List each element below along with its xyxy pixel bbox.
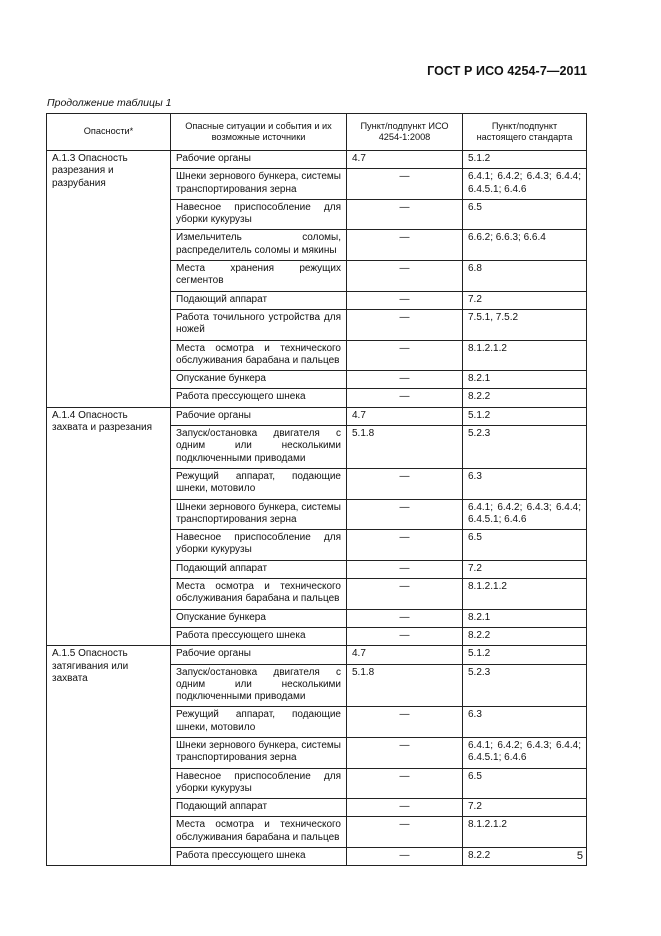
iso-clause-cell: — — [347, 848, 463, 866]
situation-cell: Места осмотра и технического обслуживания барабана и пальцев — [171, 340, 347, 371]
iso-clause-cell: — — [347, 340, 463, 371]
standard-clause-cell: 8.2.2 — [463, 627, 587, 645]
table-header-row — [47, 114, 587, 151]
situation-cell: Подающий аппарат — [171, 291, 347, 309]
table-row — [47, 407, 587, 425]
hazard-cell: А.1.3 Опасность разрезания и разрубания — [47, 151, 171, 408]
iso-clause-cell: 4.7 — [347, 646, 463, 664]
col-header-hazard: Опасности* — [47, 114, 171, 151]
situation-cell: Шнеки зернового бункера, системы транспортирования зерна — [171, 737, 347, 768]
situation-cell: Шнеки зернового бункера, системы транспортирования зерна — [171, 169, 347, 200]
iso-clause-cell: — — [347, 609, 463, 627]
standard-clause-cell: 6.4.1; 6.4.2; 6.4.3; 6.4.4; 6.4.5.1; 6.4.6 — [463, 499, 587, 530]
iso-clause-cell: — — [347, 499, 463, 530]
situation-cell: Навесное приспособление для уборки кукурузы — [171, 530, 347, 561]
standard-clause-cell: 6.6.2; 6.6.3; 6.6.4 — [463, 230, 587, 261]
standard-clause-cell: 5.2.3 — [463, 426, 587, 469]
iso-clause-cell: — — [347, 389, 463, 407]
situation-cell: Подающий аппарат — [171, 799, 347, 817]
situation-cell: Опускание бункера — [171, 371, 347, 389]
situation-cell: Подающий аппарат — [171, 560, 347, 578]
situation-cell: Измельчитель соломы, распределитель соломы и мякины — [171, 230, 347, 261]
iso-clause-cell: 5.1.8 — [347, 664, 463, 707]
standard-clause-cell: 6.8 — [463, 261, 587, 292]
iso-clause-cell: — — [347, 579, 463, 610]
situation-cell: Места осмотра и технического обслуживания барабана и пальцев — [171, 817, 347, 848]
iso-clause-cell: — — [347, 817, 463, 848]
situation-cell: Рабочие органы — [171, 407, 347, 425]
standard-clause-cell: 5.1.2 — [463, 646, 587, 664]
standard-clause-cell: 8.1.2.1.2 — [463, 579, 587, 610]
iso-clause-cell: — — [347, 560, 463, 578]
standard-clause-cell: 8.1.2.1.2 — [463, 340, 587, 371]
col-header-iso: Пункт/подпункт ИСО 4254-1:2008 — [347, 114, 463, 151]
situation-cell: Запуск/остановка двигателя с одним или несколькими подключенными приводами — [171, 664, 347, 707]
hazard-cell: А.1.5 Опасность затягивания или захвата — [47, 646, 171, 866]
standard-clause-cell: 6.5 — [463, 530, 587, 561]
iso-clause-cell: 5.1.8 — [347, 426, 463, 469]
standard-clause-cell: 7.2 — [463, 799, 587, 817]
col-header-situation: Опасные ситуации и события и их возможные источники — [171, 114, 347, 151]
iso-clause-cell: — — [347, 169, 463, 200]
col-header-std: Пункт/подпункт настоящего стандарта — [463, 114, 587, 151]
standard-clause-cell: 8.2.2 — [463, 389, 587, 407]
iso-clause-cell: 4.7 — [347, 151, 463, 169]
iso-clause-cell: — — [347, 530, 463, 561]
standard-clause-cell: 7.2 — [463, 291, 587, 309]
iso-clause-cell: — — [347, 371, 463, 389]
iso-clause-cell: 4.7 — [347, 407, 463, 425]
iso-clause-cell: — — [347, 261, 463, 292]
iso-clause-cell: — — [347, 768, 463, 799]
iso-clause-cell: — — [347, 230, 463, 261]
standard-clause-cell: 6.5 — [463, 768, 587, 799]
standard-clause-cell: 6.3 — [463, 707, 587, 738]
standard-clause-cell: 6.5 — [463, 199, 587, 230]
situation-cell: Опускание бункера — [171, 609, 347, 627]
situation-cell: Режущий аппарат, подающие шнеки, мотовило — [171, 707, 347, 738]
iso-clause-cell: — — [347, 627, 463, 645]
standard-clause-cell: 7.2 — [463, 560, 587, 578]
iso-clause-cell: — — [347, 707, 463, 738]
table-caption: Продолжение таблицы 1 — [47, 97, 172, 109]
standard-clause-cell: 6.4.1; 6.4.2; 6.4.3; 6.4.4; 6.4.5.1; 6.4.6 — [463, 737, 587, 768]
situation-cell: Места хранения режущих сегментов — [171, 261, 347, 292]
situation-cell: Рабочие органы — [171, 151, 347, 169]
standard-clause-cell: 5.2.3 — [463, 664, 587, 707]
standard-clause-cell: 8.2.1 — [463, 371, 587, 389]
standard-clause-cell: 8.1.2.1.2 — [463, 817, 587, 848]
iso-clause-cell: — — [347, 799, 463, 817]
situation-cell: Навесное приспособление для уборки кукурузы — [171, 768, 347, 799]
standard-clause-cell: 5.1.2 — [463, 407, 587, 425]
situation-cell: Навесное приспособление для уборки кукурузы — [171, 199, 347, 230]
table-row — [47, 151, 587, 169]
iso-clause-cell: — — [347, 291, 463, 309]
hazards-table — [46, 113, 587, 866]
standard-clause-cell: 5.1.2 — [463, 151, 587, 169]
situation-cell: Работа точильного устройства для ножей — [171, 309, 347, 340]
situation-cell: Рабочие органы — [171, 646, 347, 664]
iso-clause-cell: — — [347, 737, 463, 768]
document-header: ГОСТ Р ИСО 4254-7—2011 — [427, 64, 587, 78]
standard-clause-cell: 6.4.1; 6.4.2; 6.4.3; 6.4.4; 6.4.5.1; 6.4.6 — [463, 169, 587, 200]
hazard-cell: А.1.4 Опасность захвата и разрезания — [47, 407, 171, 645]
situation-cell: Шнеки зернового бункера, системы транспортирования зерна — [171, 499, 347, 530]
standard-clause-cell: 8.2.1 — [463, 609, 587, 627]
situation-cell: Места осмотра и технического обслуживания барабана и пальцев — [171, 579, 347, 610]
table-row — [47, 646, 587, 664]
standard-clause-cell: 6.3 — [463, 468, 587, 499]
situation-cell: Запуск/остановка двигателя с одним или несколькими подключенными приводами — [171, 426, 347, 469]
situation-cell: Работа прессующего шнека — [171, 389, 347, 407]
standard-clause-cell: 8.2.2 — [463, 848, 587, 866]
page-number: 5 — [576, 850, 583, 862]
iso-clause-cell: — — [347, 309, 463, 340]
standard-clause-cell: 7.5.1, 7.5.2 — [463, 309, 587, 340]
situation-cell: Работа прессующего шнека — [171, 848, 347, 866]
iso-clause-cell: — — [347, 199, 463, 230]
situation-cell: Режущий аппарат, подающие шнеки, мотовило — [171, 468, 347, 499]
situation-cell: Работа прессующего шнека — [171, 627, 347, 645]
iso-clause-cell: — — [347, 468, 463, 499]
